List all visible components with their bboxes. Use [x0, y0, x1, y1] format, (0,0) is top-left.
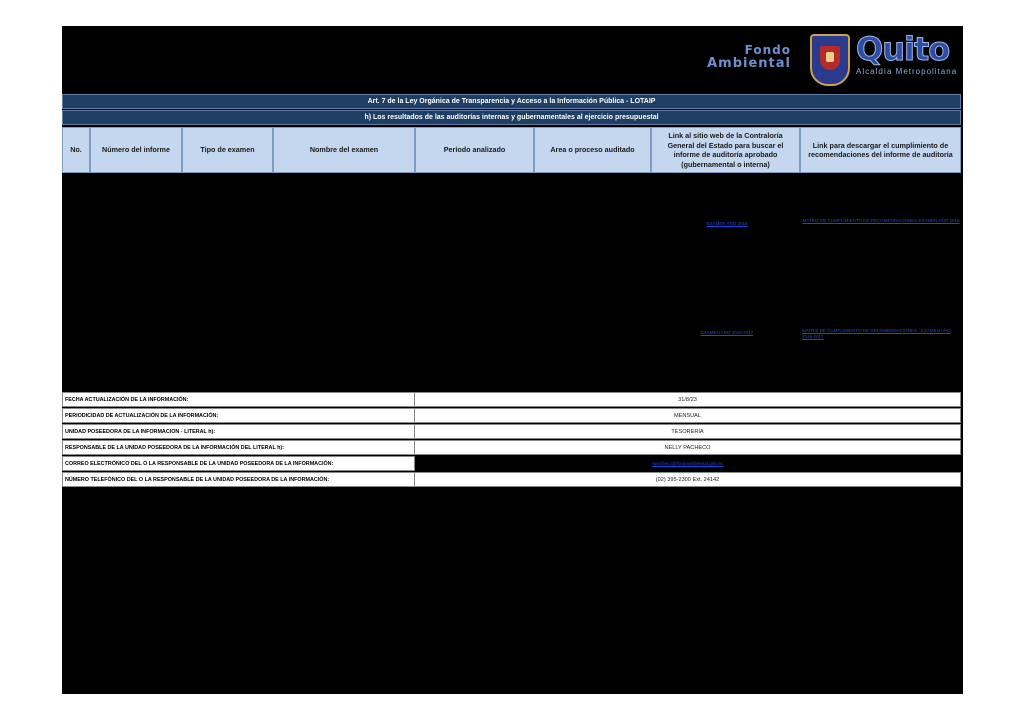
footer-value: 31/8/23: [415, 392, 961, 407]
footer-value: NELLY PACHECO: [415, 440, 961, 455]
document-subtitle: h) Los resultados de las auditorías internas y gubernamentales al ejercicio presupuestal: [62, 110, 961, 125]
footer-row-update-date: [62, 392, 961, 407]
email-link[interactable]: npacheco@fondoambiental.gob.ec: [651, 461, 724, 466]
footer-label: FECHA ACTUALIZACIÓN DE LA INFORMACIÓN:: [62, 392, 415, 407]
footer-label: CORREO ELECTRÓNICO DEL O LA RESPONSABLE DE LA UNIDAD POSEEDORA DE LA INFORMACIÓN:: [62, 456, 415, 471]
fondo-ambiental-logo: [707, 44, 791, 70]
footer-row-phone: [62, 472, 961, 487]
column-header-exam-type: Tipo de examen: [182, 127, 273, 173]
footer-value: MENSUAL: [415, 408, 961, 423]
footer-row-email: [62, 456, 961, 471]
footer-label: UNIDAD POSEEDORA DE LA INFORMACION - LITERAL h):: [62, 424, 415, 439]
footer-label: NÚMERO TELEFÓNICO DEL O LA RESPONSABLE DE LA UNIDAD POSEEDORA DE LA INFORMACIÓN:: [62, 472, 415, 487]
column-header-report-number: Número del informe: [90, 127, 182, 173]
cge-report-link-2018[interactable]: EXAMEN AÑO 2018: [706, 221, 748, 226]
footer-value: (02) 395-2300 Ext. 24142: [415, 472, 961, 487]
column-header-exam-name: Nombre del examen: [273, 127, 415, 173]
column-header-recommendations-link: Link para descargar el cumplimiento de recomendaciones del informe de auditoría: [800, 127, 961, 173]
footer-row-unit: [62, 424, 961, 439]
recommendations-link-2016-2017[interactable]: MATRIZ DE CUMPLIMIENTO DE RECOMENDACIONES - EXAMEN AÑO 2016-2017: [802, 328, 951, 339]
column-header-no: No.: [62, 127, 90, 173]
document-sheet: [62, 26, 963, 694]
column-header-cge-link: Link al sitio web de la Contraloría General del Estado para buscar el informe de auditoría aprobado (gubernamental o interna): [651, 127, 800, 173]
fondo-logo-line2: Ambiental: [707, 56, 791, 71]
cge-report-link-2016-2017[interactable]: EXAMEN AÑO 2016-2017: [700, 330, 754, 335]
column-header-area: Area o proceso auditado: [534, 127, 651, 173]
column-header-period: Período analizado: [415, 127, 534, 173]
footer-row-responsible: [62, 440, 961, 455]
footer-label: PERIODICIDAD DE ACTUALIZACIÓN DE LA INFORMACIÓN:: [62, 408, 415, 423]
recommendations-link-2018[interactable]: MATRIZ DE CUMPLIMIENTO DE RECOMENDACIONES EXAMEN AÑO 2018: [802, 218, 960, 223]
footer-value: [415, 456, 961, 471]
quito-logo-word: Quito: [856, 30, 950, 68]
quito-logo-subtitle: Alcaldía Metropolitana: [856, 67, 958, 76]
footer-row-periodicity: [62, 408, 961, 423]
header: [62, 26, 963, 92]
quito-logo: [856, 32, 960, 76]
footer-label: RESPONSABLE DE LA UNIDAD POSEEDORA DE LA INFORMACIÓN DEL LITERAL h):: [62, 440, 415, 455]
document-title: Art. 7 de la Ley Orgánica de Transparencia y Acceso a la Información Pública - LOTAIP: [62, 94, 961, 109]
quito-seal-icon: [810, 34, 850, 86]
footer-value: TESORERÍA: [415, 424, 961, 439]
fondo-logo-line1: Fondo: [744, 43, 791, 57]
